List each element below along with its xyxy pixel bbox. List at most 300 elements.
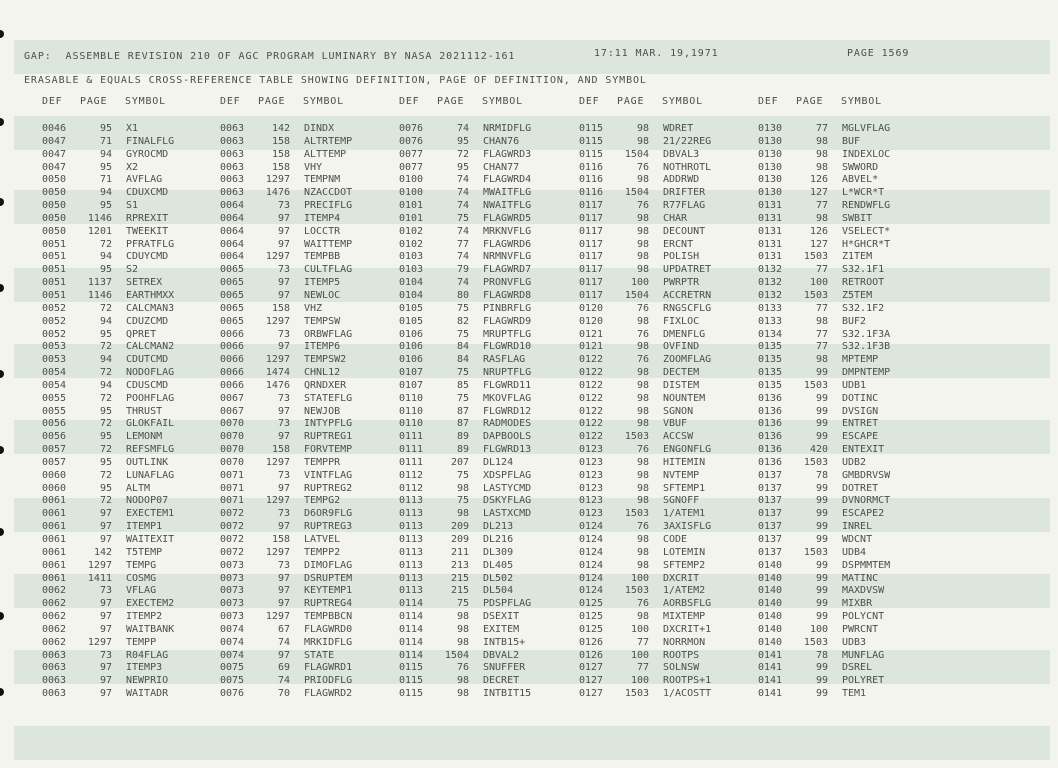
def-cell: 0133 [758,302,783,314]
def-cell: 0117 [579,264,604,276]
symbol-cell: WAITEXIT [126,534,175,545]
page-cell: 1503 [803,546,828,558]
symbol-cell: FLAGWRD5 [483,212,532,224]
symbol-cell: RPREXIT [126,212,169,224]
symbol-cell: GMBDRVSW [842,469,891,481]
def-cell: 0115 [399,662,424,674]
def-cell: 0063 [220,187,245,199]
page-cell: 98 [815,354,828,366]
table-row [42,136,912,149]
def-cell: 0123 [579,469,604,481]
page-cell: 97 [277,405,290,417]
def-cell: 0113 [399,546,424,558]
page-cell: 71 [99,135,112,147]
symbol-cell: NWAITFLG [483,200,532,212]
symbol-cell: S32.1F3B [842,341,891,353]
def-cell: 0131 [758,200,783,212]
page-cell: 97 [277,289,290,301]
page-cell: 1504 [444,649,469,661]
symbol-cell: PFRATFLG [126,238,175,250]
def-cell: 0051 [42,251,67,263]
def-cell: 0071 [220,482,245,494]
def-cell: 0134 [758,328,783,340]
page-cell: 97 [99,623,112,635]
page-cell: 98 [636,123,649,134]
symbol-cell: MRKNVFLG [483,225,532,237]
def-cell: 0107 [399,367,424,379]
symbol-cell: FLGWRD13 [483,444,532,456]
symbol-cell: DVNORMCT [842,495,891,507]
page-cell: 87 [456,418,469,430]
symbol-cell: MIXBR [842,598,873,610]
symbol-cell: VSELECT* [842,225,891,237]
symbol-cell: NORRMON [663,636,706,648]
table-row [42,329,912,342]
symbol-cell: CHAN77 [483,161,520,173]
page-cell: 94 [99,315,112,327]
symbol-cell: FORVTEMP [304,444,353,456]
page-cell: 98 [636,212,649,224]
column-header-def: DEF [579,96,600,107]
table-row [42,226,912,239]
page-cell: 73 [99,649,112,661]
def-cell: 0051 [42,264,67,276]
page-cell: 73 [277,508,290,520]
def-cell: 0106 [399,354,424,366]
page-cell: 158 [271,534,290,545]
def-cell: 0075 [220,675,245,687]
page-cell: 97 [99,688,112,700]
symbol-cell: POLYCNT [842,611,885,623]
def-cell: 0124 [579,585,604,597]
page-cell: 98 [636,238,649,250]
def-cell: 0135 [758,341,783,353]
page-cell: 80 [456,289,469,301]
page-cell: 97 [277,521,290,533]
page-cell: 94 [99,148,112,160]
page-cell: 95 [456,135,469,147]
column-header-page: PAGE [796,96,824,107]
page-cell: 99 [815,662,828,674]
def-cell: 0063 [220,174,245,186]
page-cell: 99 [815,508,828,520]
def-cell: 0117 [579,238,604,250]
page-cell: 78 [815,469,828,481]
def-cell: 0130 [758,123,783,134]
symbol-cell: PRIODFLG [304,675,353,687]
column-header-def: DEF [399,96,420,107]
symbol-cell: TEM1 [842,688,867,700]
symbol-cell: DBVAL2 [483,649,520,661]
page-cell: 98 [636,225,649,237]
symbol-cell: SNUFFER [483,662,526,674]
def-cell: 0136 [758,418,783,430]
header-title: GAP: ASSEMBLE REVISION 210 OF AGC PROGRAM LUMINARY BY NASA 2021112-161 [24,51,516,62]
def-cell: 0130 [758,135,783,147]
symbol-cell: 3AXISFLG [663,521,712,533]
page-cell: 98 [636,495,649,507]
def-cell: 0065 [220,302,245,314]
page-cell: 72 [99,392,112,404]
def-cell: 0050 [42,187,67,199]
def-cell: 0105 [399,302,424,314]
page-cell: 99 [815,405,828,417]
def-cell: 0111 [399,431,424,443]
page-cell: 75 [456,367,469,379]
def-cell: 0140 [758,559,783,571]
def-cell: 0046 [42,123,67,134]
table-row [42,200,912,213]
def-cell: 0071 [220,495,245,507]
symbol-cell: FLAGWRD1 [304,662,353,674]
table-row [42,624,912,637]
def-cell: 0105 [399,315,424,327]
column-header-symbol: SYMBOL [841,96,882,107]
def-cell: 0136 [758,431,783,443]
page-cell: 75 [456,598,469,610]
symbol-cell: RENDWFLG [842,200,891,212]
page-cell: 97 [277,649,290,661]
symbol-cell: INDEXLOC [842,148,891,160]
page-cell: 99 [815,482,828,494]
def-cell: 0140 [758,598,783,610]
def-cell: 0122 [579,354,604,366]
symbol-cell: DBVAL3 [663,148,700,160]
def-cell: 0113 [399,534,424,545]
symbol-cell: TEMPNM [304,174,341,186]
page-cell: 1201 [87,225,112,237]
def-cell: 0051 [42,238,67,250]
symbol-cell: DVSIGN [842,405,879,417]
symbol-cell: NOUNTEM [663,392,706,404]
def-cell: 0124 [579,534,604,545]
symbol-cell: H*GHCR*T [842,238,891,250]
def-cell: 0135 [758,367,783,379]
page-cell: 98 [636,174,649,186]
symbol-cell: MAXDVSW [842,585,885,597]
symbol-cell: INREL [842,521,873,533]
table-row [42,521,912,534]
def-cell: 0120 [579,315,604,327]
def-cell: 0116 [579,174,604,186]
symbol-cell: SGNON [663,405,694,417]
header-page-number: PAGE 1569 [847,48,910,59]
def-cell: 0112 [399,482,424,494]
symbol-cell: XDSPFLAG [483,469,532,481]
def-cell: 0047 [42,148,67,160]
page-cell: 75 [456,469,469,481]
page-cell: 95 [456,161,469,173]
page-cell: 98 [636,482,649,494]
def-cell: 0115 [579,135,604,147]
def-cell: 0137 [758,469,783,481]
def-cell: 0122 [579,405,604,417]
symbol-cell: DECTEM [663,367,700,379]
page-cell: 1504 [624,148,649,160]
page-cell: 67 [277,623,290,635]
symbol-cell: NVTEMP [663,469,700,481]
symbol-cell: S2 [126,264,139,276]
symbol-cell: ESCAPE2 [842,508,885,520]
table-row [42,174,912,187]
page-cell: 72 [99,341,112,353]
page-cell: 100 [630,572,649,584]
page-cell: 98 [636,315,649,327]
symbol-cell: HITEMIN [663,456,706,468]
symbol-cell: REFSMFLG [126,444,175,456]
def-cell: 0113 [399,521,424,533]
symbol-cell: ITEMP2 [126,611,163,623]
symbol-cell: ITEMP6 [304,341,341,353]
def-cell: 0124 [579,521,604,533]
symbol-cell: BUF [842,135,861,147]
page-cell: 98 [636,135,649,147]
def-cell: 0140 [758,572,783,584]
def-cell: 0055 [42,405,67,417]
def-cell: 0126 [579,636,604,648]
page-cell: 74 [456,251,469,263]
page-cell: 1146 [87,212,112,224]
page-cell: 1297 [265,354,290,366]
symbol-cell: PINBRFLG [483,302,532,314]
def-cell: 0061 [42,534,67,545]
page-cell: 1476 [265,187,290,199]
symbol-cell: CULTFLAG [304,264,353,276]
page-cell: 99 [815,431,828,443]
symbol-cell: RASFLAG [483,354,526,366]
symbol-cell: DAPBOOLS [483,431,532,443]
page-cell: 99 [815,418,828,430]
table-row [42,187,912,200]
def-cell: 0062 [42,598,67,610]
page-cell: 76 [636,200,649,212]
symbol-cell: CDUZCMD [126,315,169,327]
page-cell: 98 [456,482,469,494]
page-cell: 72 [99,418,112,430]
page-cell: 98 [636,611,649,623]
symbol-cell: CDUTCMD [126,354,169,366]
symbol-cell: ITEMP1 [126,521,163,533]
symbol-cell: MPTEMP [842,354,879,366]
def-cell: 0074 [220,649,245,661]
page-cell: 100 [630,675,649,687]
def-cell: 0113 [399,585,424,597]
def-cell: 0062 [42,611,67,623]
def-cell: 0141 [758,675,783,687]
def-cell: 0110 [399,418,424,430]
page-cell: 100 [630,623,649,635]
table-row [42,380,912,393]
page-cell: 94 [99,379,112,391]
table-row [42,470,912,483]
page-cell: 75 [456,392,469,404]
def-cell: 0137 [758,534,783,545]
symbol-cell: LEMONM [126,431,163,443]
symbol-cell: CALCMAN2 [126,341,175,353]
page-cell: 158 [271,135,290,147]
table-row [42,560,912,573]
symbol-cell: DOTINC [842,392,879,404]
symbol-cell: UDB2 [842,456,867,468]
symbol-cell: RUPTREG1 [304,431,353,443]
def-cell: 0063 [220,135,245,147]
table-row [42,354,912,367]
page-cell: 98 [636,392,649,404]
page-cell: 1503 [803,379,828,391]
page-cell: 74 [277,636,290,648]
page-cell: 76 [636,354,649,366]
page-cell: 97 [277,572,290,584]
def-cell: 0057 [42,444,67,456]
def-cell: 0114 [399,598,424,610]
symbol-cell: PDSPFLAG [483,598,532,610]
table-row [42,457,912,470]
page-cell: 95 [99,405,112,417]
symbol-cell: LATVEL [304,534,341,545]
def-cell: 0051 [42,289,67,301]
def-cell: 0066 [220,341,245,353]
def-cell: 0073 [220,598,245,610]
def-cell: 0063 [220,148,245,160]
page-cell: 73 [277,469,290,481]
def-cell: 0064 [220,225,245,237]
def-cell: 0052 [42,328,67,340]
def-cell: 0125 [579,623,604,635]
symbol-cell: INTYPFLG [304,418,353,430]
page-cell: 98 [636,264,649,276]
page-cell: 126 [809,225,828,237]
symbol-cell: CHNL12 [304,367,341,379]
page-cell: 98 [815,161,828,173]
def-cell: 0060 [42,482,67,494]
symbol-cell: DL216 [483,534,514,545]
def-cell: 0122 [579,379,604,391]
def-cell: 0054 [42,379,67,391]
def-cell: 0061 [42,521,67,533]
def-cell: 0050 [42,174,67,186]
def-cell: 0122 [579,392,604,404]
page-cell: 97 [277,238,290,250]
symbol-cell: FLGWRD11 [483,379,532,391]
page-cell: 99 [815,688,828,700]
page-cell: 97 [277,482,290,494]
table-row [42,277,912,290]
def-cell: 0140 [758,611,783,623]
page-cell: 95 [99,456,112,468]
table-row [42,585,912,598]
column-header-symbol: SYMBOL [662,96,703,107]
def-cell: 0114 [399,649,424,661]
page-cell: 97 [277,431,290,443]
symbol-cell: CHAR [663,212,688,224]
def-cell: 0072 [220,534,245,545]
page-cell: 77 [456,238,469,250]
column-header-page: PAGE [80,96,108,107]
page-cell: 95 [99,161,112,173]
feed-hole [0,370,4,378]
symbol-cell: NZACCDOT [304,187,353,199]
def-cell: 0070 [220,418,245,430]
feed-hole [0,284,4,292]
page-cell: 75 [456,212,469,224]
table-row [42,393,912,406]
tractor-feed-holes [0,0,14,768]
def-cell: 0073 [220,585,245,597]
def-cell: 0130 [758,148,783,160]
def-cell: 0053 [42,341,67,353]
def-cell: 0131 [758,251,783,263]
def-cell: 0115 [579,148,604,160]
page-cell: 98 [636,367,649,379]
symbol-cell: VFLAG [126,585,157,597]
page-cell: 98 [636,341,649,353]
page-cell: 215 [450,585,469,597]
def-cell: 0073 [220,559,245,571]
symbol-cell: ACCRETRN [663,289,712,301]
symbol-cell: RUPTREG4 [304,598,353,610]
page-cell: 77 [815,302,828,314]
table-row [42,290,912,303]
page-cell: 82 [456,315,469,327]
page-cell: 94 [99,251,112,263]
feed-hole [0,198,4,206]
def-cell: 0112 [399,469,424,481]
page-cell: 71 [99,174,112,186]
symbol-cell: DL213 [483,521,514,533]
symbol-cell: ITEMP3 [126,662,163,674]
page-cell: 99 [815,367,828,379]
def-cell: 0065 [220,264,245,276]
page-cell: 158 [271,302,290,314]
page-cell: 98 [636,456,649,468]
def-cell: 0130 [758,161,783,173]
table-row [42,123,912,136]
page-cell: 77 [815,200,828,212]
table-row [42,431,912,444]
symbol-cell: NRMIDFLG [483,123,532,134]
symbol-cell: S32.1F2 [842,302,885,314]
def-cell: 0140 [758,636,783,648]
table-row [42,611,912,624]
table-row [42,650,912,663]
table-row [42,341,912,354]
page-cell: 127 [809,238,828,250]
def-cell: 0126 [579,649,604,661]
page-cell: 98 [456,611,469,623]
symbol-cell: NODOFLAG [126,367,175,379]
def-cell: 0072 [220,508,245,520]
symbol-cell: DIMOFLAG [304,559,353,571]
page-cell: 1503 [803,456,828,468]
symbol-cell: SETREX [126,277,163,289]
page-cell: 79 [456,264,469,276]
page-cell: 73 [277,264,290,276]
symbol-cell: WAITBANK [126,623,175,635]
symbol-cell: NRMNVFLG [483,251,532,263]
symbol-cell: NEWLOC [304,289,341,301]
feed-hole [0,30,4,38]
page-cell: 70 [277,688,290,700]
symbol-cell: ALTM [126,482,151,494]
symbol-cell: TEMPPR [304,456,341,468]
symbol-cell: S1 [126,200,139,212]
def-cell: 0060 [42,469,67,481]
page-cell: 95 [99,200,112,212]
def-cell: 0063 [42,649,67,661]
def-cell: 0052 [42,315,67,327]
page-cell: 95 [99,123,112,134]
page-cell: 77 [636,636,649,648]
